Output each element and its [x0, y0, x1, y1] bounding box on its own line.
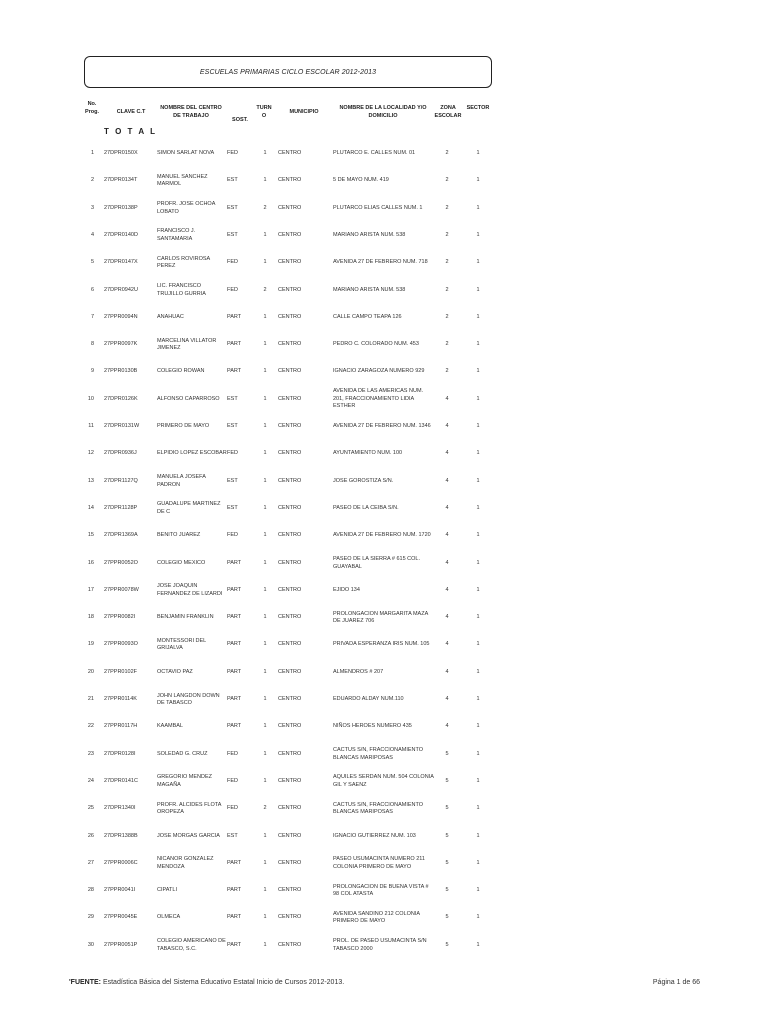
row-clave: 27DPR0150X — [104, 150, 138, 156]
row-clave: 27DPR0128I — [104, 750, 136, 757]
document-title-box — [84, 56, 492, 88]
row-sost: FED — [227, 805, 238, 812]
row-sost: EST — [227, 395, 238, 402]
row-sost: PART — [227, 859, 242, 866]
row-zona: 4 — [445, 586, 449, 593]
row-zona: 5 — [445, 832, 449, 839]
row-clave: 27DPR0942U — [104, 286, 138, 293]
row-turno: 2 — [263, 805, 267, 812]
row-clave: 27PPR0041I — [104, 887, 136, 894]
row-municipio: CENTRO — [278, 941, 302, 948]
row-zona: 4 — [445, 477, 449, 484]
row-sector: 1 — [476, 696, 480, 702]
row-school-name: ALFONSO CAPARROSO — [157, 395, 220, 402]
row-domicilio: ALMENDROS # 207 — [333, 668, 384, 675]
row-domicilio: IGNACIO ZARAGOZA NUMERO 929 — [333, 368, 425, 375]
row-sector: 1 — [476, 532, 480, 539]
row-school-name: MANUELA JOSEFA PADRON — [157, 474, 206, 488]
row-domicilio: AVENIDA DE LAS AMERICAS NUM. 201, FRACCIONAMIENTO LIDIA ESTHER — [333, 388, 424, 410]
row-school-name: COLEGIO MEXICO — [157, 559, 206, 566]
row-zona: 2 — [445, 231, 449, 238]
row-sector: 1 — [476, 259, 480, 266]
row-sost: PART — [227, 723, 242, 730]
row-municipio: CENTRO — [278, 204, 302, 211]
row-school-name: LIC. FRANCISCO TRUJILLO GURRIA — [157, 283, 206, 297]
row-sector: 1 — [476, 805, 480, 812]
row-municipio: CENTRO — [278, 641, 302, 648]
row-sector: 1 — [476, 614, 480, 621]
header-sost: SOST. — [232, 117, 248, 123]
row-school-name: COLEGIO AMERICANO DE TABASCO, S.C. — [157, 938, 226, 952]
row-sector: 1 — [476, 586, 480, 593]
row-turno: 1 — [263, 368, 267, 375]
row-domicilio: PASEO DE LA CEIBA S/N. — [333, 504, 399, 511]
row-municipio: CENTRO — [278, 750, 302, 757]
row-clave: 27PPR0097K — [104, 341, 138, 348]
row-sost: EST — [227, 423, 238, 429]
row-turno: 1 — [263, 668, 267, 675]
row-clave: 27PPR0094N — [104, 313, 138, 320]
row-domicilio: PASEO USUMACINTA NUMERO 211 COLONIA PRIMERO DE MAYO — [333, 856, 425, 870]
row-municipio: CENTRO — [278, 696, 302, 702]
row-zona: 5 — [445, 914, 449, 921]
row-clave: 27DPR0138P — [104, 204, 138, 211]
row-turno: 1 — [263, 641, 267, 648]
row-municipio: CENTRO — [278, 504, 302, 511]
header-domicilio: NOMBRE DE LA LOCALIDAD Y/O DOMICILIO — [339, 105, 427, 119]
row-zona: 4 — [445, 723, 449, 730]
row-domicilio: AVENIDA 27 DE FEBRERO NUM. 1720 — [333, 532, 431, 539]
row-zona: 2 — [445, 341, 449, 348]
row-sector: 1 — [476, 150, 480, 156]
row-turno: 1 — [263, 532, 267, 539]
row-turno: 1 — [263, 259, 267, 266]
row-municipio: CENTRO — [278, 914, 302, 921]
row-school-name: PRIMERO DE MAYO — [157, 423, 210, 429]
row-school-name: MONTESSORI DEL GRIJALVA — [157, 637, 206, 652]
row-sost: PART — [227, 614, 242, 621]
row-domicilio: NIÑOS HEROES NUMERO 435 — [333, 723, 412, 730]
row-number: 3 — [90, 204, 94, 211]
row-municipio: CENTRO — [278, 395, 302, 402]
row-municipio: CENTRO — [278, 341, 302, 348]
row-sector: 1 — [476, 887, 480, 894]
row-sost: EST — [227, 504, 238, 511]
row-domicilio: MARIANO ARISTA NUM. 538 — [333, 231, 406, 238]
row-domicilio: AYUNTAMIENTO NUM. 100 — [333, 450, 403, 457]
row-turno: 1 — [263, 859, 267, 866]
row-clave: 27PPR0078W — [104, 586, 139, 593]
row-zona: 4 — [445, 395, 449, 402]
row-domicilio: PRIVADA ESPERANZA IRIS NUM. 105 — [333, 641, 430, 648]
row-school-name: GUADALUPE MARTINEZ DE C — [157, 501, 221, 515]
row-municipio: CENTRO — [278, 887, 302, 894]
row-sost: PART — [227, 586, 242, 593]
row-sost: FED — [227, 750, 238, 757]
header-municipio: MUNICIPIO — [289, 109, 319, 115]
row-school-name: ANAHUAC — [157, 313, 184, 320]
row-school-name: MARCELINA VILLATOR JIMENEZ — [157, 337, 217, 352]
header-clave: CLAVE C.T — [116, 109, 146, 115]
row-domicilio: 5 DE MAYO NUM. 419 — [333, 177, 389, 184]
row-clave: 27DPR1128P — [104, 504, 138, 511]
row-number: 30 — [87, 941, 94, 948]
row-clave: 27PPR0052O — [104, 559, 138, 566]
row-sector: 1 — [476, 341, 480, 348]
row-school-name: COLEGIO ROWAN — [157, 368, 205, 375]
row-turno: 1 — [263, 614, 267, 621]
row-turno: 1 — [263, 750, 267, 757]
row-number: 22 — [87, 723, 94, 730]
row-zona: 2 — [445, 313, 449, 320]
row-sost: PART — [227, 941, 242, 948]
row-sector: 1 — [476, 941, 480, 948]
row-turno: 1 — [263, 341, 267, 348]
row-sector: 1 — [476, 286, 480, 293]
row-zona: 4 — [445, 641, 449, 648]
row-sost: PART — [227, 887, 242, 894]
row-turno: 1 — [263, 696, 267, 702]
row-turno: 1 — [263, 177, 267, 184]
row-sector: 1 — [476, 859, 480, 866]
row-clave: 27PPR0114K — [104, 696, 137, 702]
row-number: 20 — [87, 668, 94, 675]
row-number: 27 — [87, 859, 94, 866]
row-municipio: CENTRO — [278, 559, 302, 566]
row-zona: 5 — [445, 750, 449, 757]
row-number: 19 — [87, 641, 94, 648]
row-school-name: KAAMBAL — [157, 723, 183, 730]
row-municipio: CENTRO — [278, 231, 302, 238]
row-domicilio: MARIANO ARISTA NUM. 538 — [333, 286, 406, 293]
row-sector: 1 — [476, 368, 480, 375]
row-domicilio: PEDRO C. COLORADO NUM. 453 — [333, 341, 419, 348]
row-sector: 1 — [476, 204, 480, 211]
row-zona: 5 — [445, 859, 449, 866]
footer-source-label: 'FUENTE: — [69, 979, 101, 986]
row-domicilio: CALLE CAMPO TEAPA 126 — [333, 313, 402, 320]
row-clave: 27DPR0134T — [104, 177, 138, 184]
row-sost: FED — [227, 532, 238, 539]
row-clave: 27PPR0117H — [104, 723, 138, 730]
row-sector: 1 — [476, 559, 480, 566]
row-turno: 1 — [263, 450, 267, 457]
footer-source — [69, 979, 344, 986]
row-zona: 4 — [445, 423, 449, 429]
row-sost: FED — [227, 150, 238, 156]
row-zona: 2 — [445, 259, 449, 266]
row-sost: EST — [227, 204, 238, 211]
row-municipio: CENTRO — [278, 777, 302, 784]
row-number: 21 — [87, 696, 94, 702]
row-school-name: GREGORIO MENDEZ MAGAÑA — [157, 774, 213, 788]
header-sector: SECTOR — [466, 105, 490, 111]
row-school-name: BENJAMIN FRANKLIN — [157, 614, 214, 621]
row-zona: 4 — [445, 559, 449, 566]
row-zona: 2 — [445, 204, 449, 211]
row-clave: 27PPR0045E — [104, 914, 138, 921]
row-sector: 1 — [476, 450, 480, 457]
row-zona: 4 — [445, 696, 449, 702]
row-clave: 27DPR0936J — [104, 450, 137, 457]
row-domicilio: JOSE GOROSTIZA S/N. — [333, 477, 394, 484]
row-turno: 1 — [263, 313, 267, 320]
header-nombre-centro: NOMBRE DEL CENTRO DE TRABAJO — [160, 105, 222, 119]
row-number: 2 — [90, 177, 94, 184]
row-zona: 4 — [445, 614, 449, 621]
row-sector: 1 — [476, 395, 480, 402]
row-clave: 27PPR0102F — [104, 668, 138, 675]
row-turno: 1 — [263, 723, 267, 730]
row-number: 7 — [90, 313, 94, 320]
row-domicilio: IGNACIO GUTIERREZ NUM. 103 — [333, 832, 416, 839]
row-sost: FED — [227, 286, 238, 293]
footer-source-text: Estadística Básica del Sistema Educativo Estatal Inicio de Cursos 2012-2013. — [101, 979, 345, 986]
row-zona: 4 — [445, 504, 449, 511]
row-domicilio: PLUTARCO ELIAS CALLES NUM. 1 — [333, 204, 423, 211]
row-domicilio: EDUARDO ALDAY NUM.110 — [333, 696, 404, 702]
footer-page-number: Página 1 de 66 — [652, 979, 700, 986]
row-sector: 1 — [476, 504, 480, 511]
row-number: 15 — [87, 532, 94, 539]
row-sost: PART — [227, 641, 242, 648]
row-clave: 27DPR1388B — [104, 832, 138, 839]
row-municipio: CENTRO — [278, 313, 302, 320]
row-sost: EST — [227, 231, 238, 238]
row-school-name: CIPATLI — [157, 887, 177, 894]
row-number: 28 — [87, 887, 94, 894]
row-turno: 1 — [263, 887, 267, 894]
row-number: 9 — [90, 368, 94, 375]
row-sector: 1 — [476, 750, 480, 757]
row-sost: PART — [227, 914, 242, 921]
row-municipio: CENTRO — [278, 150, 302, 156]
row-turno: 1 — [263, 423, 267, 429]
row-sost: FED — [227, 259, 238, 266]
row-number: 13 — [87, 477, 94, 484]
row-sost: PART — [227, 341, 242, 348]
row-number: 14 — [87, 504, 94, 511]
row-municipio: CENTRO — [278, 450, 302, 457]
row-domicilio: PROLONGACION DE BUENA VISTA # 98 COL ATASTA — [333, 883, 429, 898]
row-municipio: CENTRO — [278, 477, 302, 484]
row-zona: 5 — [445, 887, 449, 894]
row-clave: 27DPR0140D — [104, 231, 138, 238]
row-sector: 1 — [476, 641, 480, 648]
row-municipio: CENTRO — [278, 832, 302, 839]
row-zona: 4 — [445, 450, 449, 457]
row-municipio: CENTRO — [278, 586, 302, 593]
row-number: 10 — [87, 395, 94, 402]
row-sector: 1 — [476, 723, 480, 730]
row-turno: 1 — [263, 914, 267, 921]
row-municipio: CENTRO — [278, 423, 302, 429]
row-clave: 27PPR0051P — [104, 941, 138, 948]
row-school-name: JOSE JOAQUIN FERNANDEZ DE LIZARDI — [157, 583, 223, 597]
row-municipio: CENTRO — [278, 805, 302, 812]
row-sost: FED — [227, 777, 238, 784]
row-turno: 2 — [263, 204, 267, 211]
row-clave: 27DPR0126K — [104, 395, 138, 402]
row-clave: 27PPR0093O — [104, 641, 138, 648]
row-domicilio: AVENIDA SANDINO 212 COLONIA PRIMERO DE MAYO — [333, 910, 420, 925]
row-municipio: CENTRO — [278, 532, 302, 539]
row-municipio: CENTRO — [278, 177, 302, 184]
row-clave: 27PPR0082I — [104, 614, 136, 621]
row-turno: 1 — [263, 559, 267, 566]
total-label: T O T A L — [104, 127, 157, 136]
row-school-name: PROFR. JOSE OCHOA LOBATO — [157, 201, 216, 215]
row-number: 26 — [87, 832, 94, 839]
row-school-name: PROFR. ALCIDES FLOTA OROPEZA — [157, 801, 222, 816]
row-number: 5 — [90, 259, 94, 266]
row-number: 8 — [90, 341, 94, 348]
row-municipio: CENTRO — [278, 723, 302, 730]
row-turno: 1 — [263, 832, 267, 839]
row-domicilio: PLUTARCO E. CALLES NUM. 01 — [333, 150, 416, 156]
row-sector: 1 — [476, 668, 480, 675]
row-clave: 27DPR1369A — [104, 532, 138, 539]
row-number: 17 — [87, 586, 94, 593]
row-sector: 1 — [476, 423, 480, 429]
row-turno: 1 — [263, 941, 267, 948]
row-municipio: CENTRO — [278, 259, 302, 266]
row-sost: PART — [227, 696, 242, 702]
row-number: 12 — [87, 450, 94, 457]
row-municipio: CENTRO — [278, 614, 302, 621]
row-sost: PART — [227, 668, 242, 675]
row-turno: 1 — [263, 231, 267, 238]
row-school-name: FRANCISCO J. SANTAMARIA — [157, 228, 196, 242]
row-number: 1 — [90, 150, 94, 156]
row-clave: 27PPR0006C — [104, 859, 138, 866]
row-turno: 1 — [263, 504, 267, 511]
row-sector: 1 — [476, 777, 480, 784]
row-domicilio: AVENIDA 27 DE FEBRERO NUM. 718 — [333, 259, 428, 266]
row-domicilio: CACTUS S/N, FRACCIONAMIENTO BLANCAS MARIPOSAS — [333, 801, 424, 816]
row-domicilio: AQUILES SERDAN NUM. 504 COLONIA GIL Y SAENZ — [333, 774, 434, 788]
row-school-name: JOSE MORGAS GARCIA — [157, 832, 220, 839]
row-sost: PART — [227, 313, 242, 320]
row-clave: 27DPR1340I — [104, 805, 136, 812]
row-turno: 1 — [263, 777, 267, 784]
row-domicilio: PROL. DE PASEO USUMACINTA S/N TABASCO 2000 — [333, 938, 427, 952]
row-domicilio: PASEO DE LA SIERRA # 615 COL. GUAYABAL — [333, 556, 421, 570]
header-no-prog: No. Prog. — [84, 101, 100, 115]
row-sector: 1 — [476, 313, 480, 320]
row-domicilio: EJIDO 134 — [333, 586, 360, 593]
row-clave: 27PPR0130B — [104, 368, 138, 375]
row-number: 18 — [87, 614, 94, 621]
row-number: 29 — [87, 914, 94, 921]
row-clave: 27DPR0131W — [104, 423, 140, 429]
row-school-name: CARLOS ROVIROSA PEREZ — [157, 255, 210, 270]
header-zona-escolar: ZONA ESCOLAR — [434, 105, 462, 119]
row-sector: 1 — [476, 177, 480, 184]
row-zona: 4 — [445, 532, 449, 539]
row-clave: 27DPR1127Q — [104, 477, 138, 484]
row-turno: 1 — [263, 395, 267, 402]
row-municipio: CENTRO — [278, 286, 302, 293]
row-school-name: NICANOR GONZALEZ MENDOZA — [157, 856, 214, 870]
row-number: 25 — [87, 805, 94, 812]
row-school-name: JOHN LANGDON DOWN DE TABASCO — [157, 692, 220, 706]
row-number: 16 — [87, 559, 94, 566]
row-municipio: CENTRO — [278, 859, 302, 866]
row-number: 23 — [87, 750, 94, 757]
row-zona: 2 — [445, 286, 449, 293]
row-zona: 5 — [445, 941, 449, 948]
row-domicilio: AVENIDA 27 DE FEBRERO NUM. 1346 — [333, 423, 431, 429]
row-turno: 1 — [263, 150, 267, 156]
row-domicilio: PROLONGACION MARGARITA MAZA DE JUAREZ 706 — [333, 610, 428, 625]
row-sost: PART — [227, 559, 242, 566]
row-clave: 27DPR0141C — [104, 777, 138, 784]
row-turno: 2 — [263, 286, 267, 293]
row-number: 11 — [88, 423, 94, 429]
row-number: 24 — [87, 777, 94, 784]
row-number: 6 — [90, 286, 94, 293]
header-turno: TURN O — [256, 105, 272, 119]
row-school-name: BENITO JUAREZ — [157, 532, 201, 539]
row-zona: 5 — [445, 777, 449, 784]
row-municipio: CENTRO — [278, 368, 302, 375]
row-municipio: CENTRO — [278, 668, 302, 675]
row-sost: EST — [227, 832, 238, 839]
row-clave: 27DPR0147X — [104, 259, 138, 266]
row-sost: EST — [227, 477, 238, 484]
row-domicilio: CACTUS S/N, FRACCIONAMIENTO BLANCAS MARIPOSAS — [333, 747, 424, 761]
row-sost: FED — [227, 450, 238, 457]
row-zona: 5 — [445, 805, 449, 812]
document-title: ESCUELAS PRIMARIAS CICLO ESCOLAR 2012-2013 — [199, 69, 377, 76]
row-turno: 1 — [263, 477, 267, 484]
row-school-name: OCTAVIO PAZ — [157, 668, 193, 675]
row-school-name: SOLEDAD G. CRUZ — [157, 750, 208, 757]
row-zona: 2 — [445, 368, 449, 375]
row-sost: PART — [227, 368, 242, 375]
row-turno: 1 — [263, 586, 267, 593]
row-sector: 1 — [476, 477, 480, 484]
row-school-name: OLMECA — [157, 914, 181, 921]
row-number: 4 — [90, 231, 94, 238]
row-school-name: MANUEL SANCHEZ MARMOL — [157, 173, 208, 188]
row-school-name: ELPIDIO LOPEZ ESCOBAR — [157, 450, 227, 457]
row-sost: EST — [227, 177, 238, 184]
row-zona: 4 — [445, 668, 449, 675]
row-sector: 1 — [476, 832, 480, 839]
row-sector: 1 — [476, 231, 480, 238]
row-school-name: SIMON SARLAT NOVA — [157, 150, 215, 156]
row-zona: 2 — [445, 150, 449, 156]
row-sector: 1 — [476, 914, 480, 921]
row-zona: 2 — [445, 177, 449, 184]
